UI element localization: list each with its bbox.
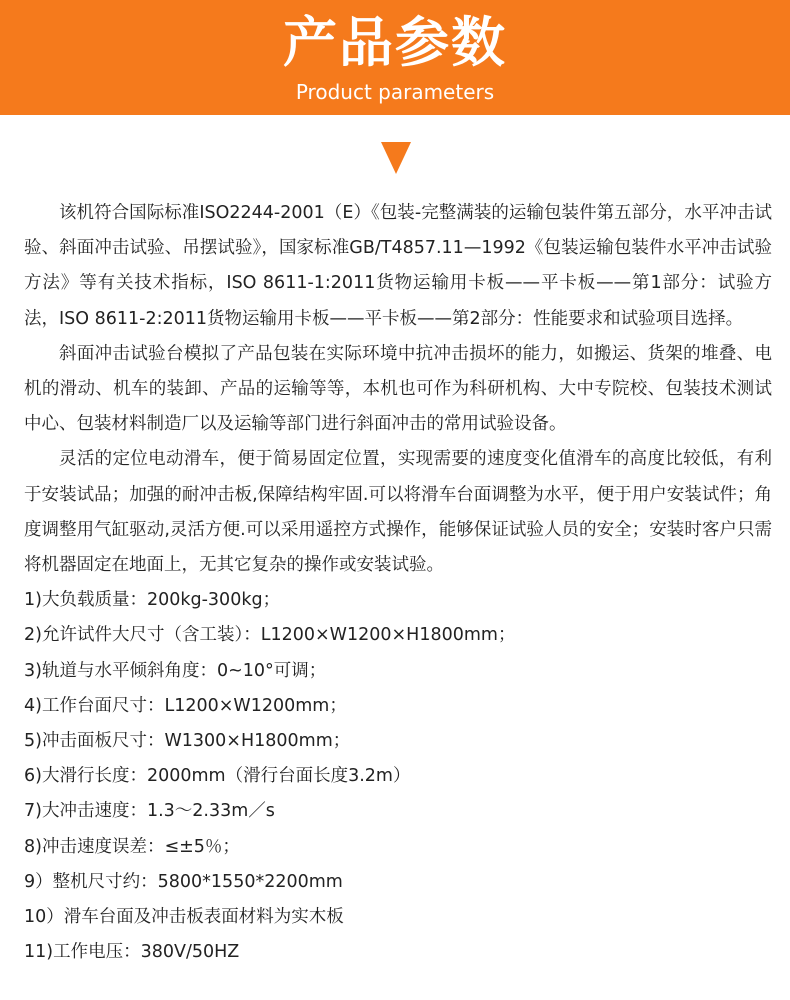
spec-item: 10）滑车台面及冲击板表面材料为实木板 xyxy=(24,907,344,928)
page-subtitle: Product parameters xyxy=(295,80,495,104)
spec-item: 6)大滑行长度：2000mm（滑行台面长度3.2m） xyxy=(24,766,411,787)
spec-item: 1)大负载质量：200kg-300kg； xyxy=(24,590,281,611)
description-paragraph-standards: 该机符合国际标准ISO2244-2001（E）《包装-完整满装的运输包装件第五部分，水平冲击试验、斜面冲击试验、吊摆试验》，国家标准GB/T4857.11—1992《包装运输包装件水平冲击试验方法》等有关技术指标，ISO 8611-1:2011货物运输用卡板——平卡板——第1部分：试验方法，ISO 8611-2:2011货物运输用卡板——平卡板——第2部分：性能要求和试验项目选择。 xyxy=(24,203,772,329)
header-banner xyxy=(0,0,790,115)
spec-item: 3)轨道与水平倾斜角度：0~10°可调； xyxy=(24,660,327,681)
spec-item: 7)大冲击速度：1.3～2.33m／s xyxy=(24,801,275,822)
page-title: 产品参数 xyxy=(283,11,507,74)
spec-item: 11)工作电压：380V/50HZ xyxy=(24,942,240,963)
triangle-down-icon xyxy=(381,142,411,174)
content-body xyxy=(24,196,772,970)
spec-item: 5)冲击面板尺寸：W1300×H1800mm； xyxy=(24,731,351,752)
description-paragraph-simulation: 斜面冲击试验台模拟了产品包装在实际环境中抗冲击损坏的能力，如搬运、货架的堆叠、电机的滑动、机车的装卸、产品的运输等等，本机也可作为科研机构、大中专院校、包装技术测试中心、包装材料制造厂以及运输等部门进行斜面冲击的常用试验设备。 xyxy=(24,343,772,435)
spec-item: 8)冲击速度误差：≤±5％； xyxy=(24,836,240,857)
spec-item: 9）整机尺寸约：5800*1550*2200mm xyxy=(24,871,343,892)
spec-item: 2)允许试件大尺寸（含工装）：L1200×W1200×H1800mm； xyxy=(24,625,516,646)
description-paragraph-features: 灵活的定位电动滑车，便于简易固定位置，实现需要的速度变化值滑车的高度比较低，有利于安装试品；加强的耐冲击板,保障结构牢固.可以将滑车台面调整为水平，便于用户安装试件；角度调整用气缸驱动,灵活方便.可以采用遥控方式操作，能够保证试验人员的安全；安装时客户只需将机器固定在地面上，无其它复杂的操作或安装试验。 xyxy=(24,449,772,576)
spec-item: 4)工作台面尺寸：L1200×W1200mm； xyxy=(24,695,347,716)
